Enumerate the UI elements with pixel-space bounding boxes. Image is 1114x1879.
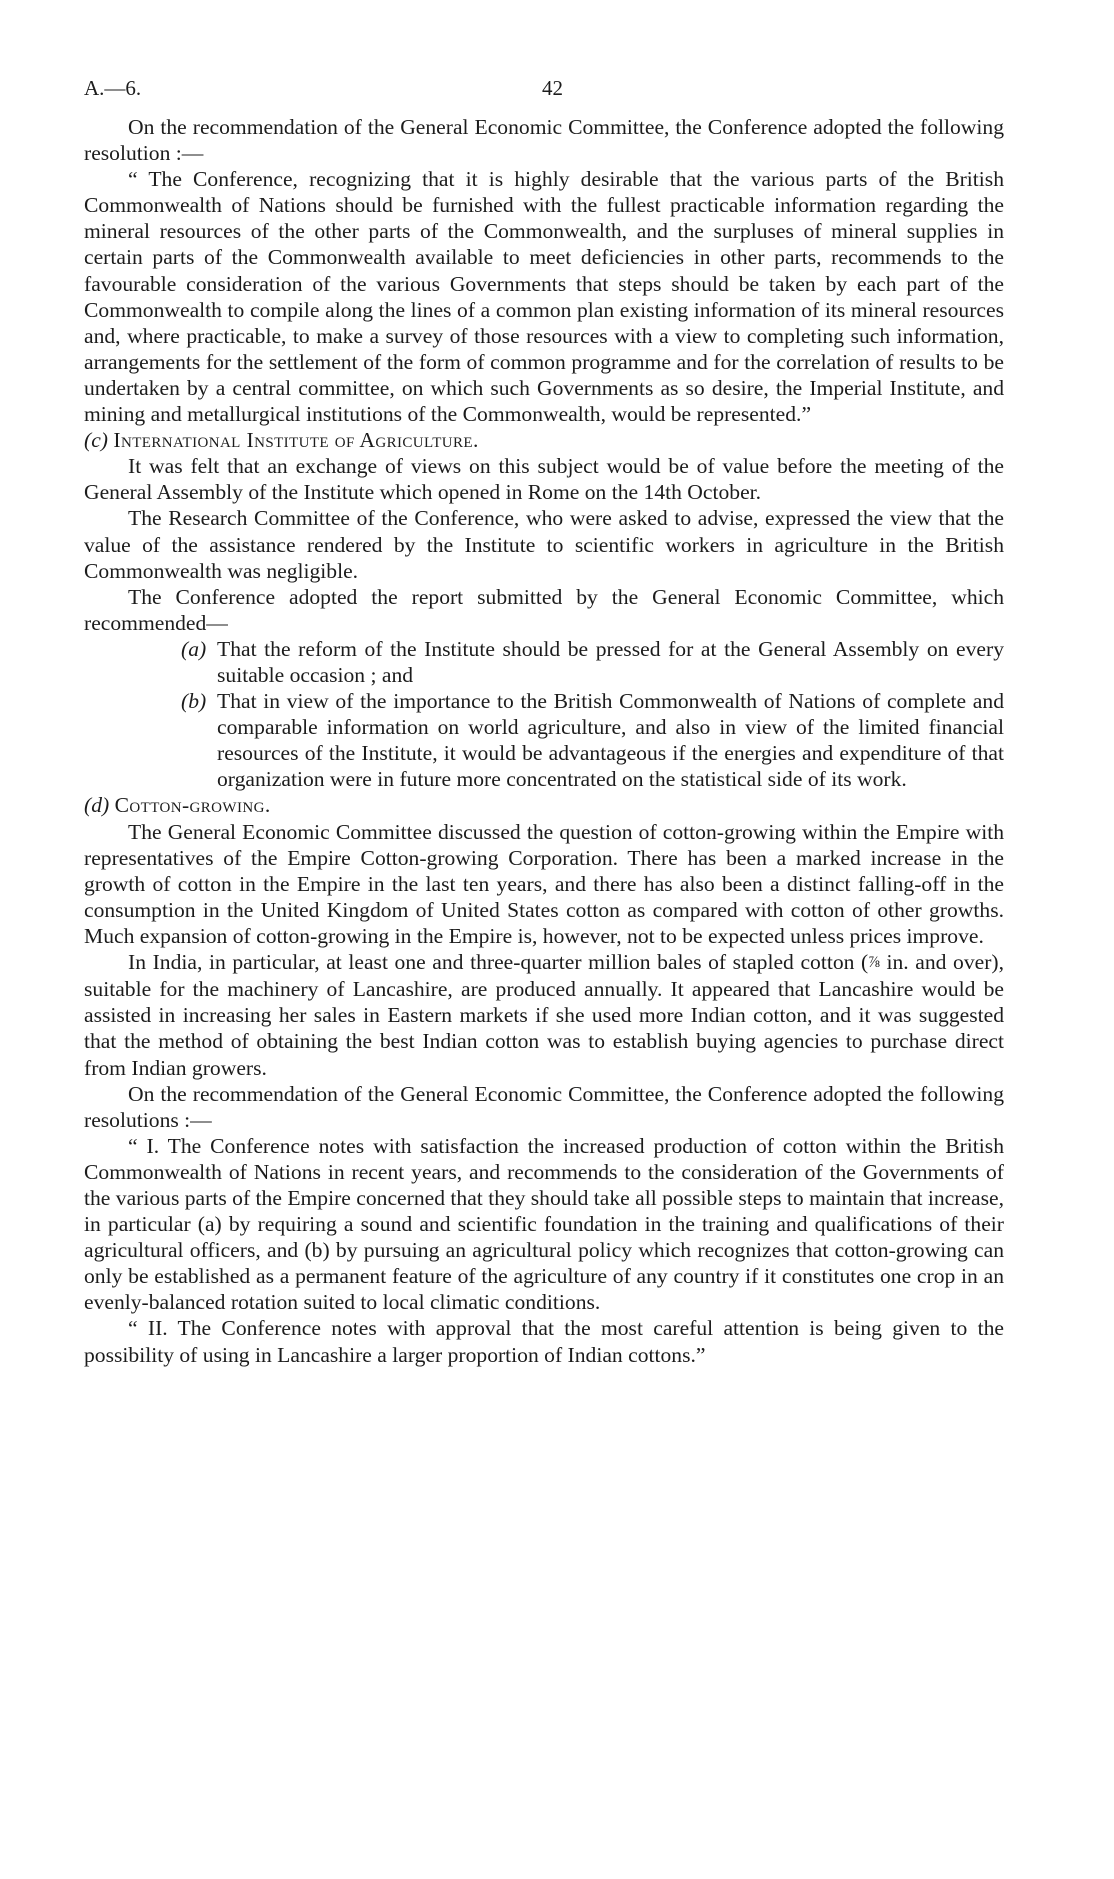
paragraph: The General Economic Committee discussed the question of cotton-growing within the Empire with representatives of the Empire Cotton-growing Corporation. There has been a marked increase in the growth of cotton in the Empire in the last ten years, and there has also been a distinct falling-off in the consumption in the United Kingdom of United States cotton as compared with cotton of other growths. Much expansion of cotton-growing in the Empire is, however, not to be expected unless prices improve.	[84, 819, 1004, 948]
resolution-quote: “ II. The Conference notes with approval that the most careful attention is being given to the possibility of using in Lancashire a larger proportion of Indian cottons.”	[84, 1316, 1004, 1367]
list-item-text: That the reform of the Institute should be pressed for at the General Assembly on every suitable occasion ; and	[217, 636, 1004, 687]
paragraph: The Conference adopted the report submitted by the General Economic Committee, which recommended—	[84, 584, 1004, 635]
document-body	[84, 114, 1004, 1368]
paragraph: On the recommendation of the General Economic Committee, the Conference adopted the following resolutions :—	[84, 1081, 1004, 1132]
fraction: ⅞	[868, 954, 880, 972]
section-title: Cotton-growing.	[114, 793, 271, 818]
paragraph: On the recommendation of the General Economic Committee, the Conference adopted the following resolution :—	[84, 115, 1004, 166]
resolution-quote: “ I. The Conference notes with satisfaction the increased production of cotton within the British Commonwealth of Nations in recent years, and recommends to the consideration of the Governments of the various parts of the Empire concerned that they should take all possible steps to maintain that increase, in particular (a) by requiring a sound and scientific foundation in the training and qualifications of their agricultural officers, and (b) by pursuing an agricultural policy which recognizes that cotton-growing can only be established as a permanent feature of the agriculture of any country if it constitutes one crop in an evenly-balanced rotation suited to local climatic conditions.	[84, 1133, 1004, 1315]
page-header	[84, 76, 1004, 106]
list-item-label: (a)	[181, 636, 207, 661]
list-item	[181, 636, 1004, 688]
section-label: (c)	[84, 428, 108, 453]
list-item-label: (b)	[181, 689, 207, 714]
paragraph	[84, 949, 1004, 1081]
resolution-quote: “ The Conference, recognizing that it is highly desirable that the various parts of the British Commonwealth of Nations should be furnished with the fullest practicable information regarding the mineral resources of the other parts of the Commonwealth, and the surpluses of mineral supplies in certain parts of the Commonwealth available to meet deficiencies in other parts, recommends to the favourable consideration of the various Governments that steps should be taken by each part of the Commonwealth to compile along the lines of a common plan existing information of its mineral resources and, where practicable, to make a survey of those resources with a view to completing such information, arrangements for the settlement of the form of common programme and for the correlation of results to be undertaken by a central committee, on which such Governments as so desire, the Imperial Institute, and mining and metallurgical institutions of the Commonwealth, would be represented.”	[84, 167, 1004, 427]
section-heading-d	[84, 792, 1004, 818]
document-reference: A.—6.	[84, 76, 142, 100]
page-number: 42	[542, 76, 563, 100]
section-title: International Institute of Agriculture.	[113, 428, 479, 453]
section-label: (d)	[84, 793, 110, 818]
list-item-text: That in view of the importance to the British Commonwealth of Nations of complete and comparable information on world agriculture, and also in view of the limited financial resources of the Institute, it would be advantageous if the energies and expenditure of that organization were in future more concentrated on the statistical side of its work.	[217, 689, 1004, 792]
paragraph: The Research Committee of the Conference, who were asked to advise, expressed the view that the value of the assistance rendered by the Institute to scientific workers in agriculture in the British Commonwealth was negligible.	[84, 506, 1004, 583]
paragraph-text: in. and over), suitable for the machinery of Lancashire, are produced annually. It appeared that Lancashire would be assisted in increasing her sales in Eastern markets if she used more Indian cotton, and it was suggested that the method of obtaining the best Indian cotton was to establish buying agencies to purchase direct from Indian growers.	[84, 950, 1005, 1080]
paragraph-text: In India, in particular, at least one and three-quarter million bales of stapled cotton (	[128, 950, 869, 974]
section-heading-c	[84, 427, 1004, 453]
paragraph: It was felt that an exchange of views on this subject would be of value before the meeting of the General Assembly of the Institute which opened in Rome on the 14th October.	[84, 454, 1004, 505]
list-item	[181, 688, 1004, 792]
